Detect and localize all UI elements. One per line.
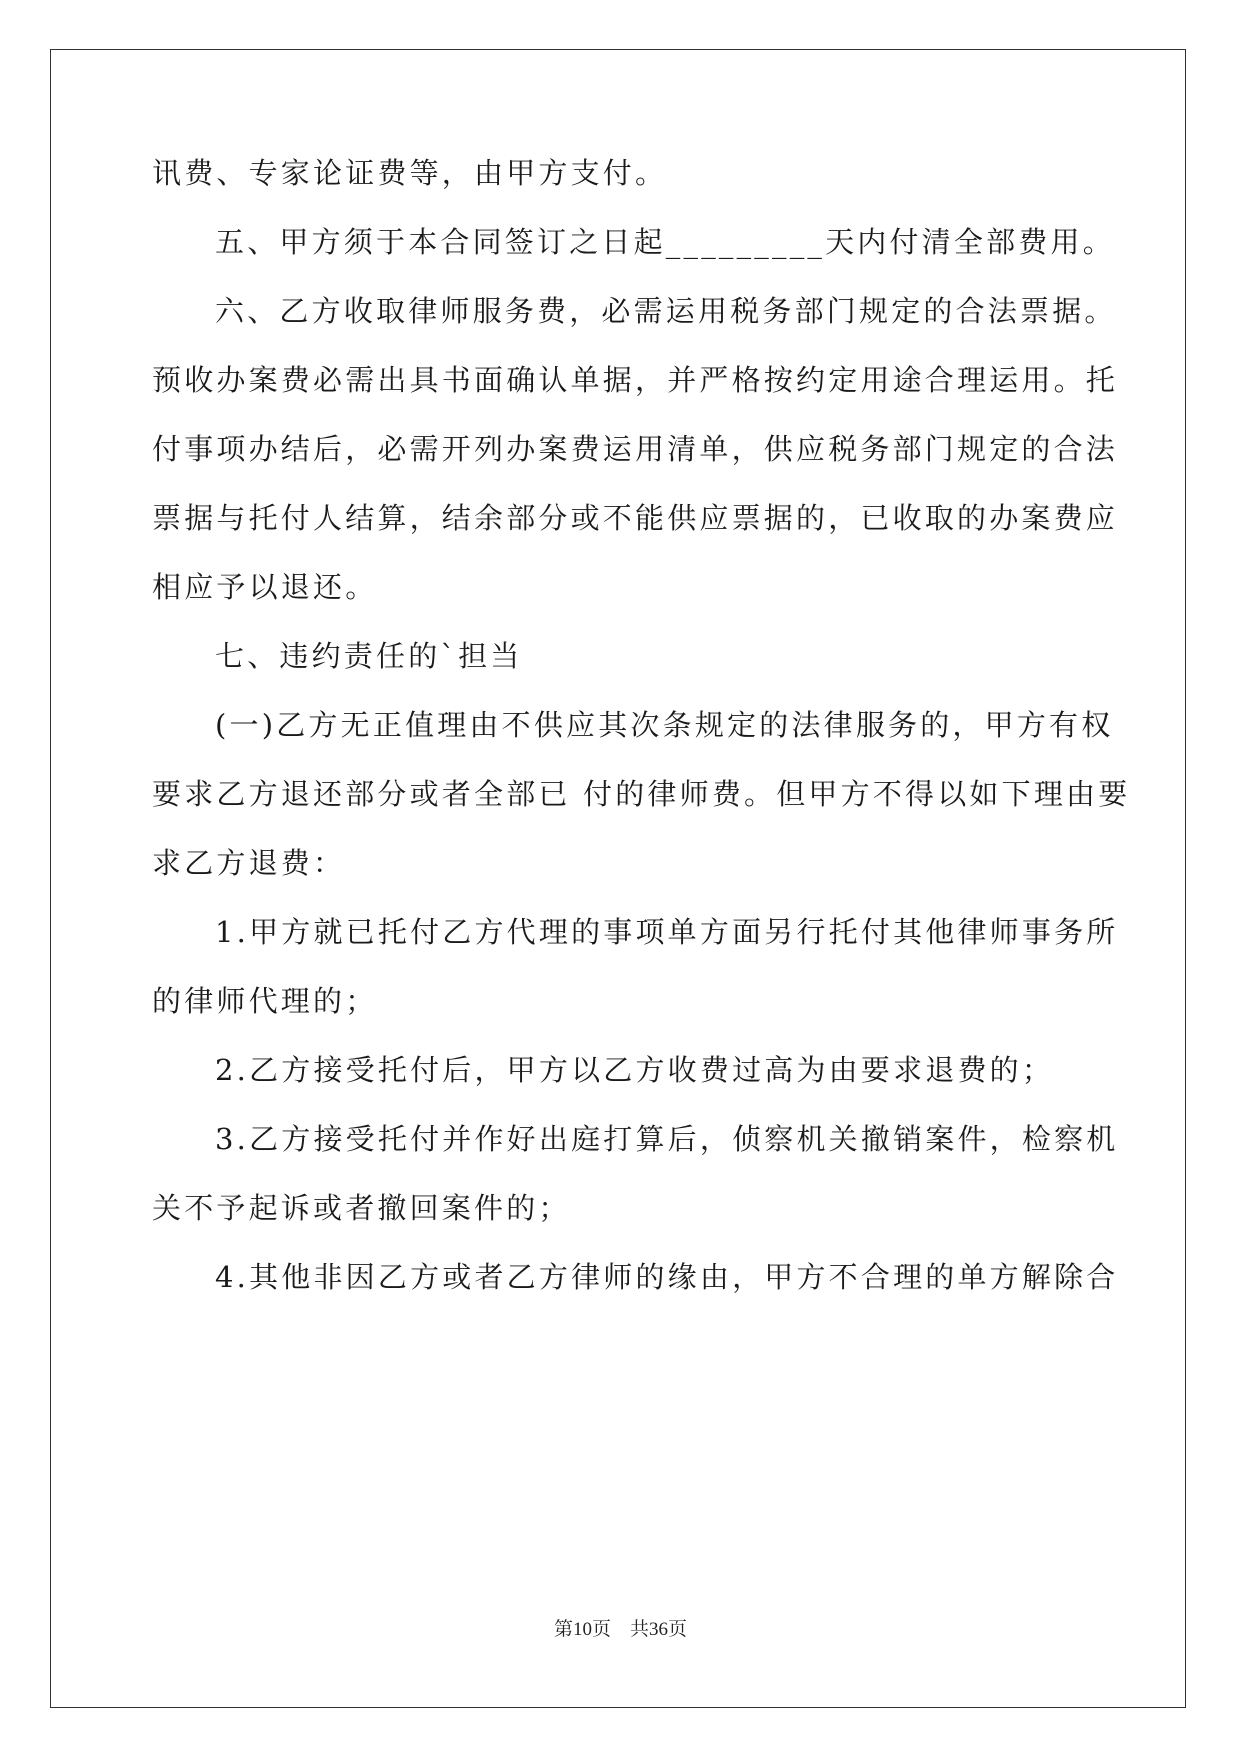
text-line: (一)乙方无正值理由不供应其次条规定的法律服务的，甲方有权 <box>215 708 1114 742</box>
text-line: 求乙方退费： <box>152 846 346 880</box>
text-line: 要求乙方退还部分或者全部已 付的律师费。但甲方不得以如下理由要 <box>152 777 1131 811</box>
text-line: 的律师代理的； <box>152 984 378 1018</box>
text-line: 4.其他非因乙方或者乙方律师的缘由，甲方不合理的单方解除合 <box>215 1260 1119 1294</box>
text-line: 讯费、专家论证费等，由甲方支付。 <box>152 156 668 190</box>
page-footer <box>0 1617 1241 1643</box>
text-line: 相应予以退还。 <box>152 570 378 604</box>
text-line: 五、甲方须于本合同签订之日起_________天内付清全部费用。 <box>215 225 1115 259</box>
text-line: 3.乙方接受托付并作好出庭打算后，侦察机关撤销案件，检察机 <box>215 1122 1119 1156</box>
text-line: 付事项办结后，必需开列办案费运用清单，供应税务部门规定的合法 <box>152 432 1119 466</box>
text-line: 七、违约责任的`担当 <box>215 639 523 673</box>
page-number-label: 第10页 共36页 <box>553 1619 687 1640</box>
text-line: 预收办案费必需出具书面确认单据，并严格按约定用途合理运用。托 <box>152 363 1119 397</box>
text-line: 2.乙方接受托付后，甲方以乙方收费过高为由要求退费的； <box>215 1053 1055 1087</box>
text-line: 关不予起诉或者撤回案件的； <box>152 1191 571 1225</box>
text-line: 票据与托付人结算，结余部分或不能供应票据的，已收取的办案费应 <box>152 501 1119 535</box>
text-line: 1.甲方就已托付乙方代理的事项单方面另行托付其他律师事务所 <box>215 915 1119 949</box>
text-line: 六、乙方收取律师服务费，必需运用税务部门规定的合法票据。 <box>215 294 1117 328</box>
